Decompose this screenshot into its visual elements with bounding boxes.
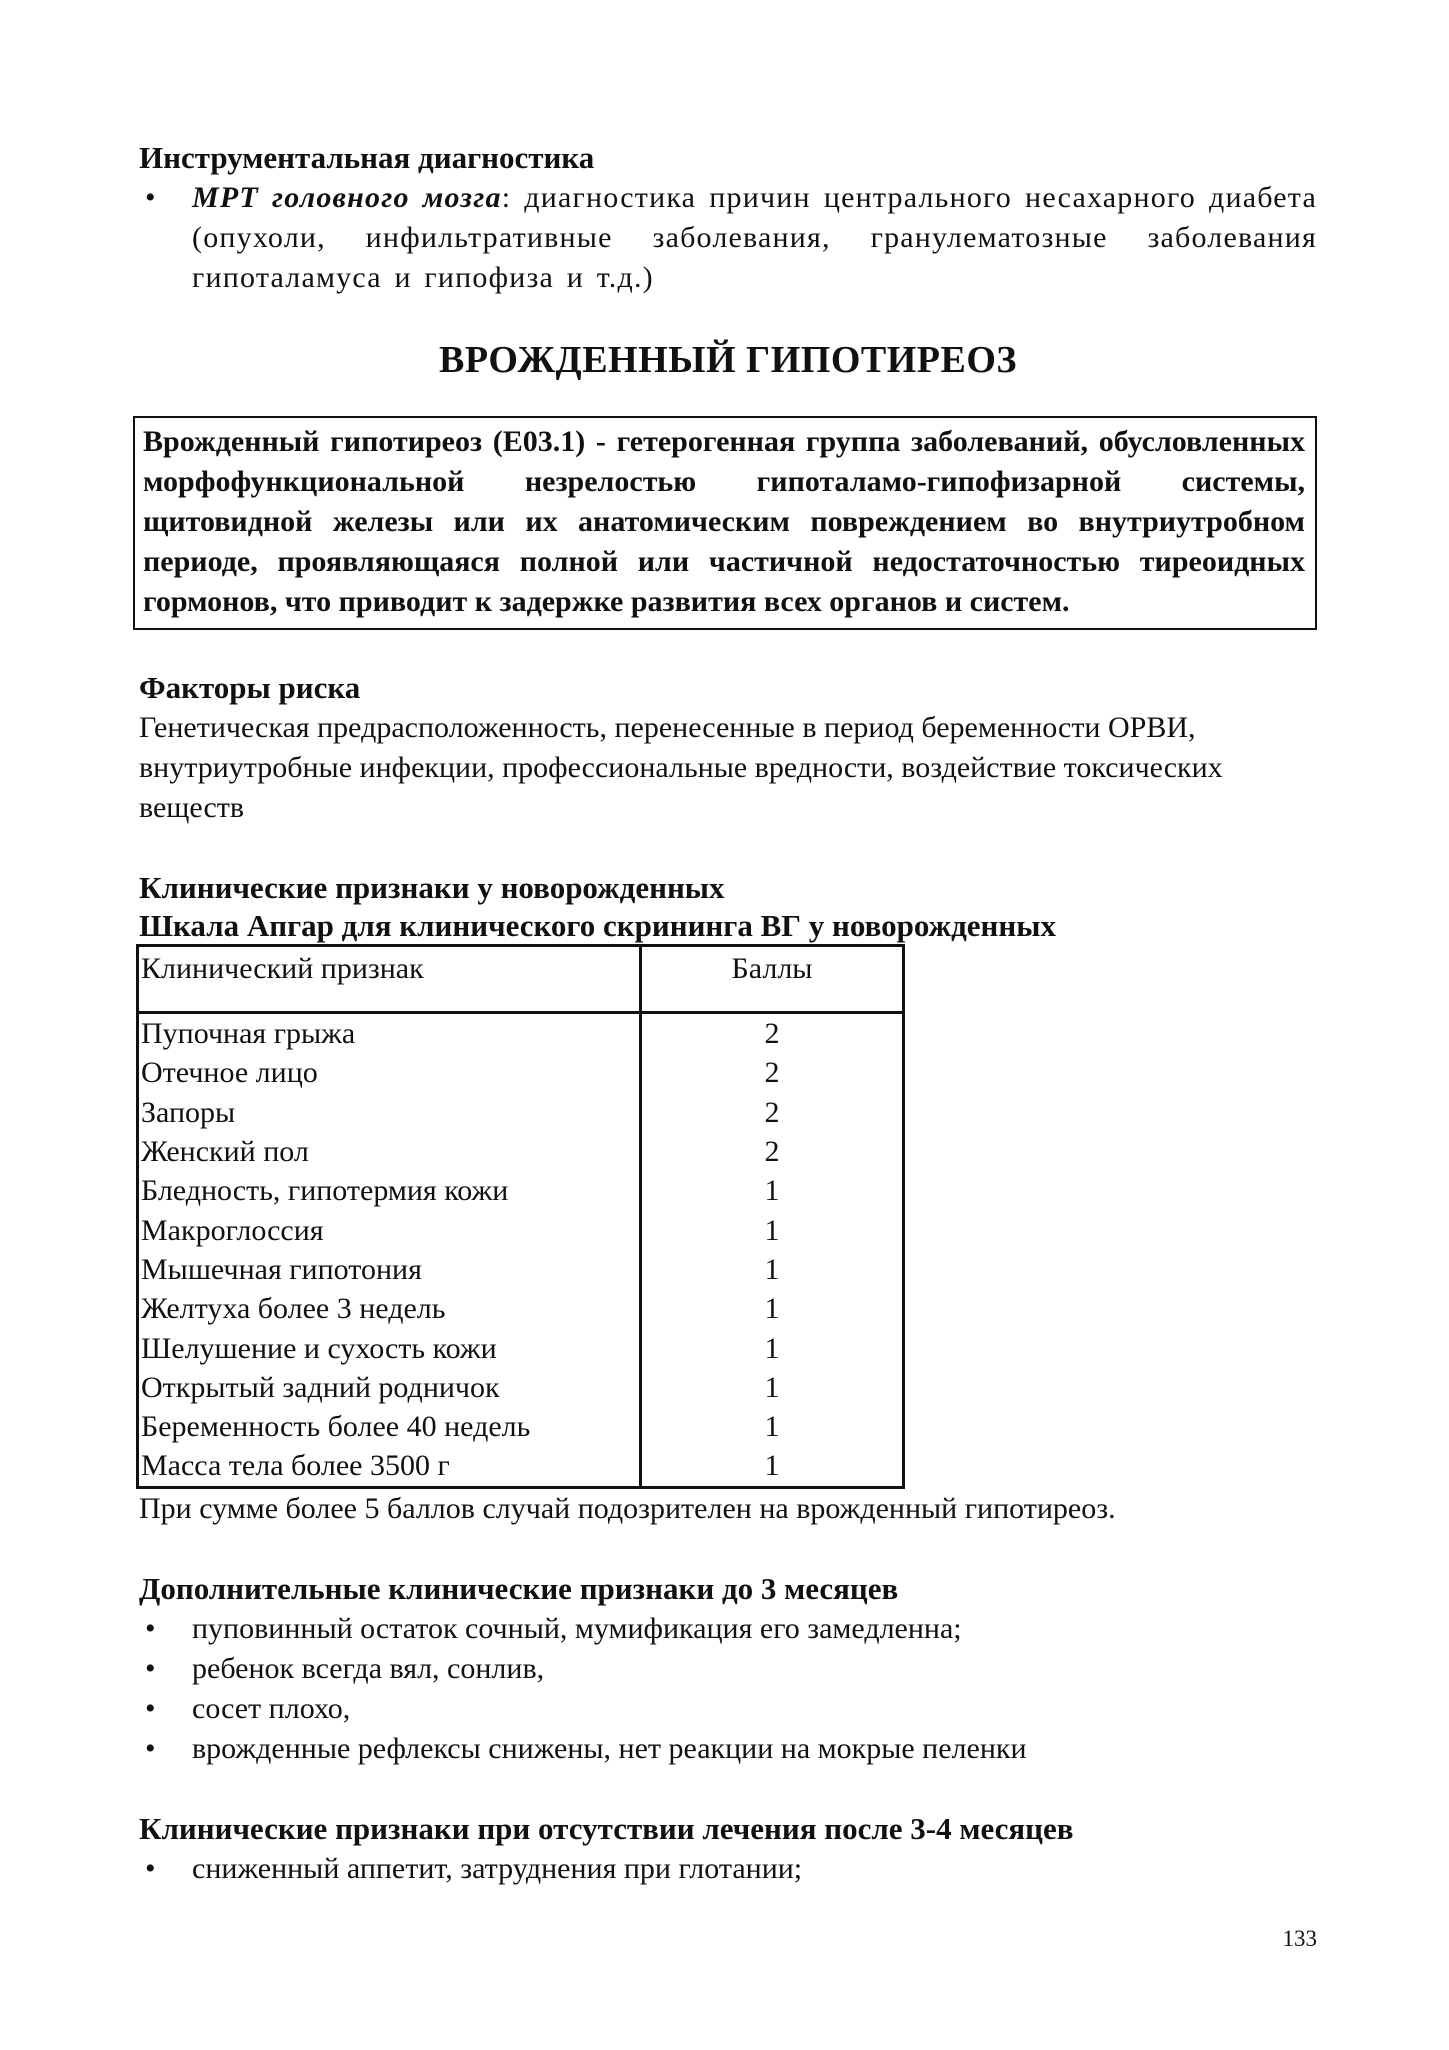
list-item-text: врожденные рефлексы снижены, нет реакции на мокрые пеленки bbox=[192, 1731, 1027, 1765]
score-cell: 1 bbox=[641, 1250, 904, 1289]
table-row bbox=[138, 1171, 904, 1210]
score-cell: 1 bbox=[641, 1368, 904, 1407]
table-row bbox=[138, 1368, 904, 1407]
score-cell: 1 bbox=[641, 1446, 904, 1487]
risk-text: Генетическая предрасположенность, перенесенные в период беременности ОРВИ, внутриутробные инфекции, профессиональные вредности, воздействие токсических веществ bbox=[139, 711, 1223, 824]
score-cell: 1 bbox=[641, 1210, 904, 1249]
table-row bbox=[138, 1289, 904, 1328]
page-title: ВРОЖДЕННЫЙ ГИПОТИРЕОЗ bbox=[439, 339, 1017, 381]
sign-cell: Женский пол bbox=[138, 1132, 641, 1171]
list-item bbox=[139, 1649, 1317, 1689]
sign-cell: Шелушение и сухость кожи bbox=[138, 1328, 641, 1367]
table-row bbox=[138, 1407, 904, 1446]
apgar-table bbox=[136, 944, 905, 1489]
definition-box: Врожденный гипотиреоз (Е03.1) - гетерогенная группа заболеваний, обусловленных морфофункциональной незрелостью гипоталамо-гипофизарной системы, щитовидной железы или их анатомическим повреждением во внутриутробном периоде, проявляющаяся полной или частичной недостаточностью тиреоидных гормонов, что приводит к задержке развития всех органов и систем. bbox=[133, 416, 1317, 630]
score-cell: 2 bbox=[641, 1093, 904, 1132]
table-title: Шкала Апгар для клинического скрининга ВГ у новорожденных bbox=[139, 908, 1056, 943]
sign-cell: Беременность более 40 недель bbox=[138, 1407, 641, 1446]
list-item-term: МРТ головного мозга bbox=[192, 181, 502, 214]
list-item bbox=[139, 1729, 1317, 1769]
list-item-text: сниженный аппетит, затруднения при глотании; bbox=[192, 1851, 803, 1885]
sign-cell: Пупочная грыжа bbox=[138, 1013, 641, 1054]
bullet-icon: • bbox=[145, 1611, 156, 1645]
table-row bbox=[138, 1093, 904, 1132]
sign-cell: Отечное лицо bbox=[138, 1053, 641, 1092]
table-row bbox=[138, 1013, 904, 1054]
bullet-icon: • bbox=[145, 181, 157, 214]
table-row bbox=[138, 1250, 904, 1289]
list-item-text: : диагностика причин центрального несахарного диабета (опухоли, инфильтративные заболевания, гранулематозные заболевания гипоталамуса и гипофиза и т.д.) bbox=[192, 181, 1317, 294]
score-cell: 1 bbox=[641, 1407, 904, 1446]
bullet-icon: • bbox=[145, 1691, 156, 1725]
list-item-text: ребенок всегда вял, сонлив, bbox=[192, 1651, 545, 1685]
untreated-list bbox=[139, 1849, 1317, 1889]
column-header-sign: Клинический признак bbox=[138, 946, 641, 1013]
page-content bbox=[139, 138, 1317, 1889]
score-cell: 2 bbox=[641, 1132, 904, 1171]
clinical-heading: Клинические признаки у новорожденных bbox=[139, 870, 725, 905]
table-row bbox=[138, 1328, 904, 1367]
score-cell: 1 bbox=[641, 1171, 904, 1210]
score-cell: 2 bbox=[641, 1053, 904, 1092]
sign-cell: Открытый задний родничок bbox=[138, 1368, 641, 1407]
bullet-icon: • bbox=[145, 1731, 156, 1765]
sign-cell: Запоры bbox=[138, 1093, 641, 1132]
list-item-text: пуповинный остаток сочный, мумификация его замедленна; bbox=[192, 1611, 962, 1645]
table-header-row bbox=[138, 946, 904, 1013]
page-number: 133 bbox=[1282, 1926, 1317, 1951]
table-row bbox=[138, 1053, 904, 1092]
sign-cell: Бледность, гипотермия кожи bbox=[138, 1171, 641, 1210]
sign-cell: Желтуха более 3 недель bbox=[138, 1289, 641, 1328]
list-item bbox=[139, 1689, 1317, 1729]
list-item bbox=[139, 1609, 1317, 1649]
risk-heading: Факторы риска bbox=[139, 670, 361, 705]
list-item bbox=[139, 1849, 1317, 1889]
column-header-score: Баллы bbox=[641, 946, 904, 1013]
additional-list bbox=[139, 1609, 1317, 1769]
bullet-icon: • bbox=[145, 1851, 156, 1885]
sign-cell: Мышечная гипотония bbox=[138, 1250, 641, 1289]
score-cell: 2 bbox=[641, 1013, 904, 1054]
instrumental-heading: Инструментальная диагностика bbox=[139, 140, 595, 175]
untreated-heading: Клинические признаки при отсутствии лечения после 3-4 месяцев bbox=[139, 1810, 1074, 1846]
instrumental-list bbox=[139, 178, 1317, 298]
score-cell: 1 bbox=[641, 1289, 904, 1328]
additional-heading: Дополнительные клинические признаки до 3 месяцев bbox=[139, 1570, 899, 1606]
bullet-icon: • bbox=[145, 1651, 156, 1685]
score-cell: 1 bbox=[641, 1328, 904, 1367]
table-row bbox=[138, 1210, 904, 1249]
table-note: При сумме более 5 баллов случай подозрителен на врожденный гипотиреоз. bbox=[139, 1491, 1116, 1525]
table-row bbox=[138, 1446, 904, 1487]
table-row bbox=[138, 1132, 904, 1171]
list-item bbox=[139, 178, 1317, 298]
sign-cell: Масса тела более 3500 г bbox=[138, 1446, 641, 1487]
sign-cell: Макроглоссия bbox=[138, 1210, 641, 1249]
list-item-text: сосет плохо, bbox=[192, 1691, 351, 1725]
